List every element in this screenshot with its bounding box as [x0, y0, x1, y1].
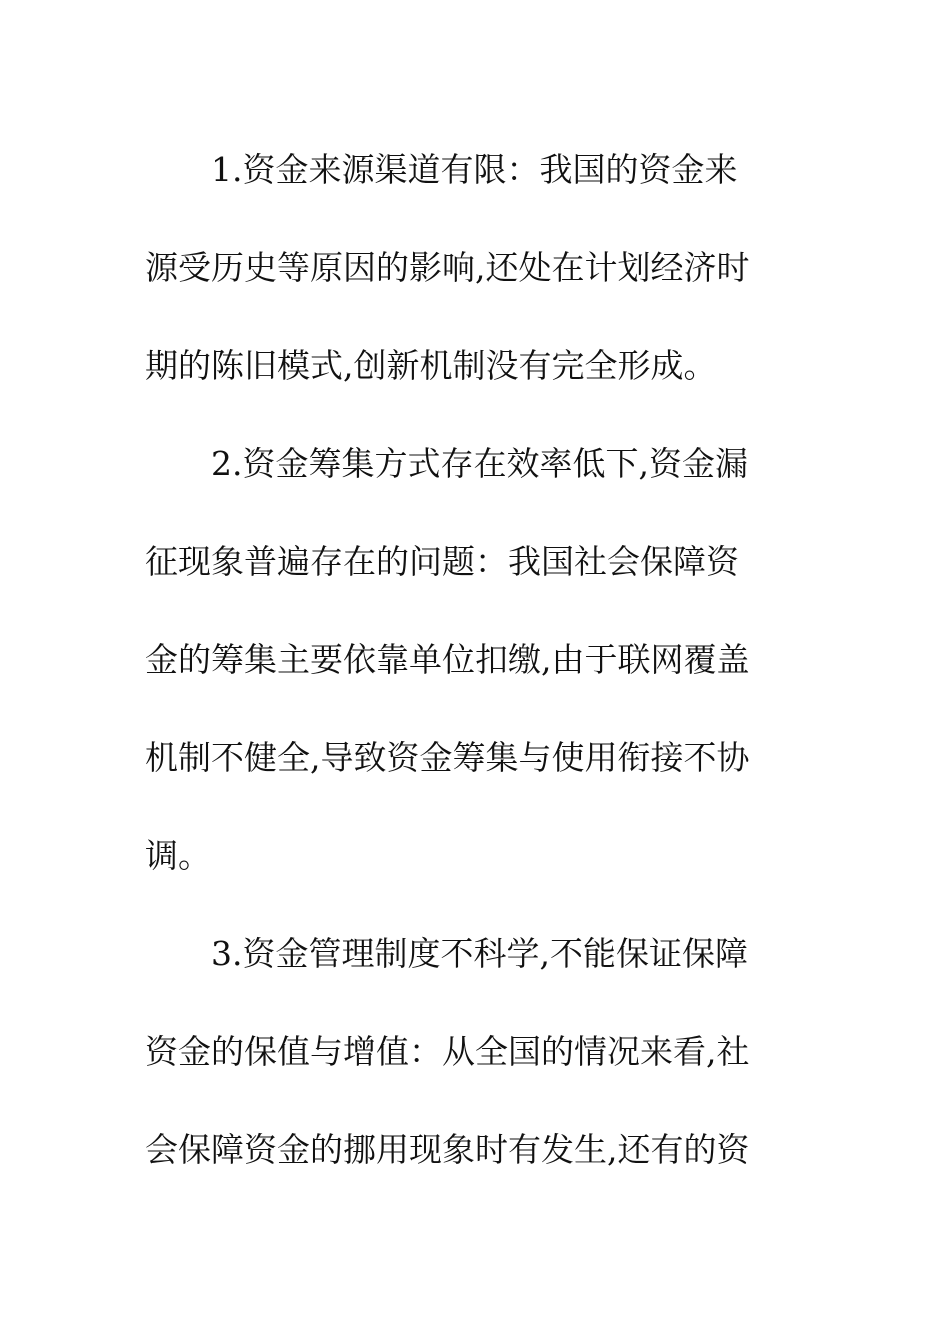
- paragraph-1-line-1: 1.资金来源渠道有限：我国的资金来: [211, 150, 738, 189]
- paragraph-2-line-5: 调。: [145, 836, 211, 875]
- paragraph-3-line-1: 3.资金管理制度不科学,不能保证保障: [211, 934, 748, 973]
- paragraph-1-line-3: 期的陈旧模式,创新机制没有完全形成。: [145, 346, 717, 385]
- document-body: [145, 121, 805, 1199]
- paragraph-2-line-2: 征现象普遍存在的问题：我国社会保障资: [145, 542, 739, 581]
- paragraph-2-line-3: 金的筹集主要依靠单位扣缴,由于联网覆盖: [145, 640, 750, 679]
- paragraph-2-line-4: 机制不健全,导致资金筹集与使用衔接不协: [145, 738, 750, 777]
- paragraph-1-line-2: 源受历史等原因的影响,还处在计划经济时: [145, 248, 750, 287]
- paragraph-3-line-2: 资金的保值与增值：从全国的情况来看,社: [145, 1032, 750, 1071]
- paragraph-2-line-1: 2.资金筹集方式存在效率低下,资金漏: [211, 444, 748, 483]
- paragraph-3-line-3: 会保障资金的挪用现象时有发生,还有的资: [145, 1130, 750, 1169]
